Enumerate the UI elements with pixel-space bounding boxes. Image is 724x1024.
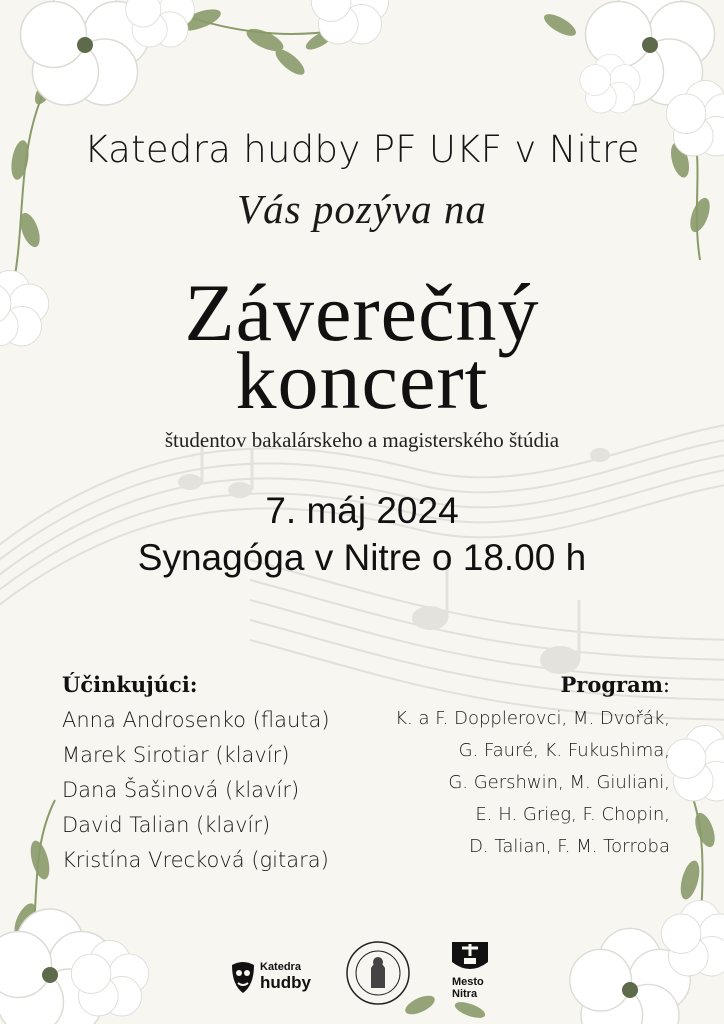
- katedra-logo-line2: hudby: [260, 973, 311, 992]
- program-item: E. H. Grieg, F. Chopin,: [475, 804, 670, 825]
- mesto-logo-line1: Mesto: [452, 976, 484, 988]
- event-title-line1: Záverečný: [184, 267, 540, 358]
- event-subtitle: študentov bakalárskeho a magisterského štúdia: [164, 428, 560, 452]
- performer-item: Marek Sirotiar (klavír): [62, 743, 290, 767]
- program-item: K. a F. Dopplerovci, M. Dvořák,: [395, 708, 670, 729]
- program-section: [350, 672, 670, 863]
- program-heading-colon: :: [662, 673, 670, 697]
- performer-item: Dana Šašinová (klavír): [62, 778, 300, 802]
- performer-item: Anna Androsenko (flauta): [62, 708, 330, 732]
- program-item: D. Talian, F. M. Torroba: [469, 836, 670, 857]
- program-item: G. Fauré, K. Fukushima,: [458, 740, 670, 761]
- department-title: Katedra hudby PF UKF v Nitre: [84, 128, 640, 171]
- university-seal-icon: [345, 940, 411, 1006]
- mesto-nitra-logo: [446, 940, 494, 1002]
- program-heading: [350, 672, 670, 697]
- event-venue: Synagóga v Nitre o 18.00 h: [137, 537, 587, 578]
- city-crest-icon: [450, 940, 490, 976]
- performer-item: David Talian (klavír): [62, 813, 271, 837]
- performers-section: [62, 672, 382, 878]
- invite-text: Vás pozýva na: [237, 186, 487, 232]
- university-seal-text: [345, 940, 346, 941]
- event-title-line2: koncert: [235, 335, 489, 426]
- mesto-logo-line2: Nitra: [452, 988, 478, 1000]
- katedra-hudby-logo: [228, 955, 311, 999]
- katedra-logo-line1: Katedra: [260, 961, 301, 973]
- performer-item: Kristína Vrecková (gitara): [62, 848, 329, 872]
- university-seal-logo: [345, 940, 411, 1006]
- program-item: G. Gershwin, M. Giuliani,: [448, 772, 670, 793]
- event-date: 7. máj 2024: [265, 490, 459, 531]
- performers-heading: Účinkujúci:: [62, 672, 198, 697]
- music-mask-icon: [228, 959, 258, 995]
- program-heading-label: Program: [560, 672, 663, 697]
